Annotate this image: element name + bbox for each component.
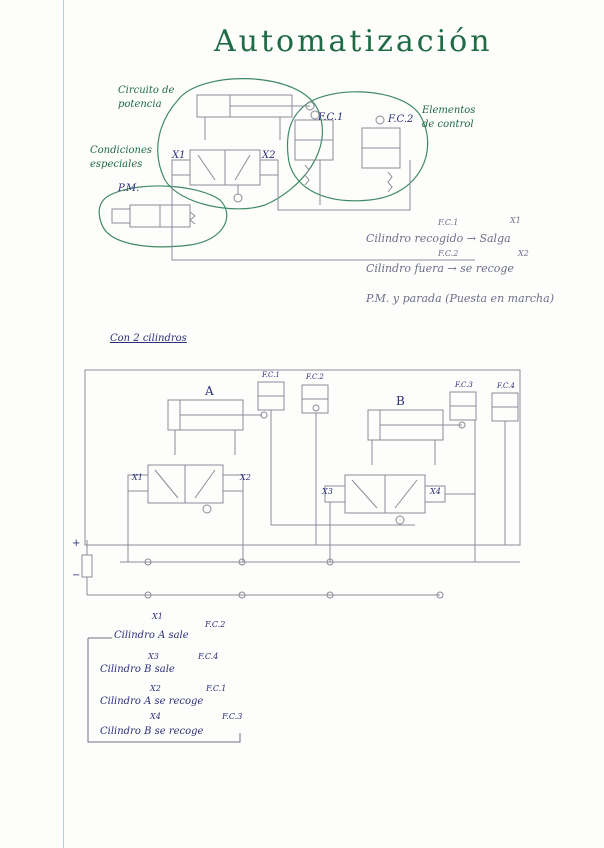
label-fc3: F.C.3	[455, 381, 473, 389]
label-fc2: F.C.2	[388, 114, 414, 125]
seq-1-sup-fc2: F.C.2	[205, 620, 226, 629]
seq-2: Cilindro B sale	[100, 664, 175, 675]
seq-1-sup-x1: X1	[152, 612, 163, 621]
seq-2-sup-fc4: F.C.4	[198, 652, 219, 661]
page-title: Automatización	[214, 24, 493, 59]
label-minus: −	[72, 570, 81, 581]
seq-3: Cilindro A se recoge	[100, 696, 204, 707]
seq-4: Cilindro B se recoge	[100, 726, 204, 737]
limit-switch-fc1	[295, 120, 333, 140]
seq-4-sup-fc3: F.C.3	[222, 712, 243, 721]
label-pm: P.M.	[118, 183, 140, 194]
label-cylinder-a: A	[205, 384, 214, 398]
section-heading: Con 2 cilindros	[110, 333, 187, 344]
power-source	[82, 555, 92, 577]
seq-1: Cilindro A sale	[114, 630, 189, 641]
label-x1: X1	[172, 150, 186, 161]
label-cylinder-b: B	[396, 394, 405, 408]
seq-4-sup-x4: X4	[150, 712, 161, 721]
seq-3-sup-fc1: F.C.1	[206, 684, 227, 693]
seq-2-sup-x3: X3	[148, 652, 159, 661]
seq-3-sup-x2: X2	[150, 684, 161, 693]
label-special-conditions: Condiciones especiales	[90, 145, 153, 170]
power-circuit-bubble	[158, 79, 323, 209]
note-2: Cilindro fuera → se recoge	[366, 262, 514, 275]
label-control-elements: Elementos de control	[422, 105, 476, 130]
limit-switch-fc4-b	[492, 393, 518, 407]
limit-switch-fc1-a	[258, 382, 284, 396]
note-3: P.M. y parada (Puesta en marcha)	[366, 292, 554, 305]
label-fc4: F.C.4	[497, 382, 515, 390]
limit-switch-fc3-b	[450, 392, 476, 406]
limit-switch-fc2	[362, 128, 400, 148]
control-elements-bubble	[288, 92, 428, 201]
label-x1-b: X1	[132, 473, 143, 482]
label-fc1-b: F.C.1	[262, 371, 280, 379]
label-x2-b: X2	[240, 473, 251, 482]
label-x2: X2	[262, 150, 276, 161]
note-2-sup-fc2: F.C.2	[438, 249, 459, 258]
note-2-sup-x2: X2	[518, 249, 529, 258]
label-x3: X3	[322, 487, 333, 496]
label-fc2-b: F.C.2	[306, 373, 324, 381]
label-x4: X4	[430, 487, 441, 496]
label-plus: +	[72, 538, 81, 549]
note-1: Cilindro recogido → Salga	[366, 232, 511, 245]
label-fc1: F.C.1	[318, 112, 344, 123]
note-1-sup-x1: X1	[510, 216, 521, 225]
limit-switch-fc2-a	[302, 385, 328, 399]
label-power-circuit: Circuito de potencia	[118, 85, 175, 110]
special-conditions-bubble	[99, 186, 227, 247]
note-1-sup-fc1: F.C.1	[438, 218, 459, 227]
